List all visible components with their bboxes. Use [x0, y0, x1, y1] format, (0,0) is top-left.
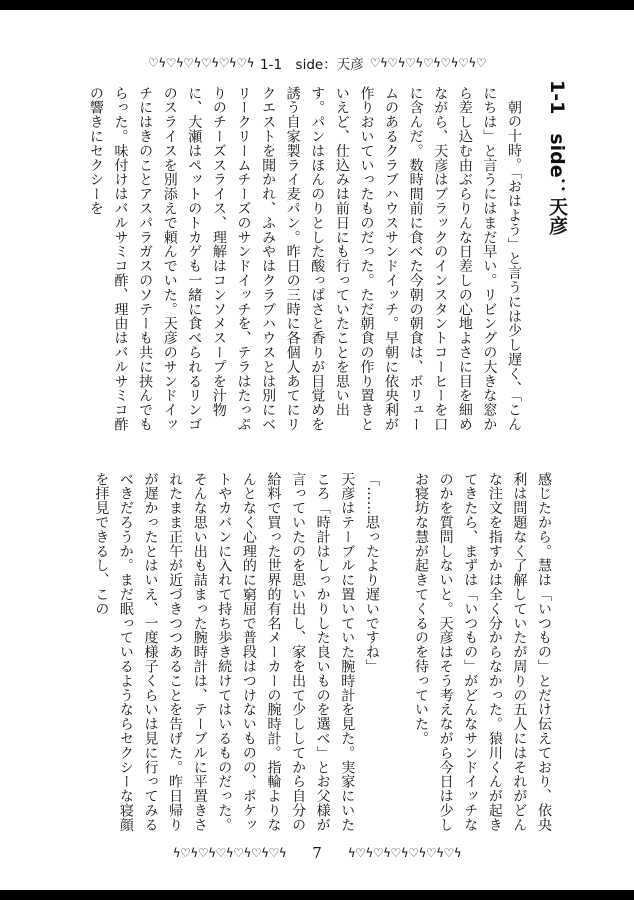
- top-border-bar: [0, 0, 634, 10]
- header-label: 1-1 side：天彦: [260, 57, 364, 73]
- dialogue-line: 「……思ったより遅いですね」: [363, 472, 380, 674]
- body-lower-column: [66, 472, 556, 834]
- footer-left-ornament: ϟ♡ϟ♡ϟ♡ϟ♡ϟ♡ϟ♡ϟ: [172, 846, 287, 860]
- header-right-ornament: ♡ϟ♡ϟ♡ϟ♡ϟ♡ϟ♡ϟ♡: [369, 56, 487, 70]
- chapter-title: 1-1 side：天彦: [546, 80, 568, 235]
- running-header: [72, 52, 562, 74]
- page-number: 7: [312, 844, 322, 862]
- bottom-border-bar: [0, 890, 634, 900]
- paragraph: 天彦はテーブルに置いていた腕時計を見た。実家にいたころ「時計はしっかりした良いものを選べ」とお父様が言っていたのを思い出し、家を出て少ししてから自分の給料で買った世界的有名メーカーの腕時計。指輪よりなんとなく心理的に窮屈で普段はつけないものの、ポケットやカバンに入れて持ち歩き続けてはいるものだった。そんな思い出も詰まった腕時計は、テーブルに平置きされたまま正午が近づきつつあることを告げた。昨日帰りが遅かったとはいえ、一度様子くらいは見に行ってみるべきだろうか。まだ眠っているようならセクシーな寝顔を拝見できるし、この: [93, 472, 356, 832]
- paragraph: 朝の十時。「おはよう」と言うには少し遅く、「こんにちは」と言うにはまだ早い。リビングの大きな窓から差し込む由ぶらりんな日差しの心地よさに目を細めながら、天彦はブラックのインスタントコーヒーを口に含んだ。数時間前に食べた今朝の朝食は、ボリュームのあるクラブハウスサンドイッチ。早朝に依央利が作りおいていったものだった。ただ朝食の作り置きといえど、仕込みは前日にも行っていたことを思い出す。パンはほんのりとした酸っぱさと香りが目覚めを誘う自家製ライ麦パン。昨日の三時に各個人あてにリクエストを聞かれ、ふみやはクラブハウスとは別にベリークリームチーズのサンドイッチを、テラはたっぷりのチーズスライス、理解はコンソメスープを汁物に、大瀬はペットのトカゲも一緒に食べられるリンゴのスライスを別添えで頼んでいた。天彦のサンドイッチにはきのことアスパラガスのソテーも共に挟んでもらった。味付けはバルサミコ酢、理由はバルサミコ酢の響きにセクシーを: [87, 86, 522, 432]
- blank-line: [384, 472, 409, 834]
- body-upper-column: [66, 86, 526, 441]
- page-footer: [72, 840, 562, 866]
- header-left-ornament: ♡ϟ♡ϟ♡ϟ♡ϟ♡ϟ♡ϟ: [147, 56, 254, 70]
- footer-right-ornament: ϟ♡ϟ♡ϟ♡ϟ♡ϟ♡ϟ♡ϟ: [347, 846, 462, 860]
- paragraph: 感じたから。慧は「いつもの」とだけ伝えており、依央利は問題なく了解していたが周りの五人にはそれがどんな注文を指すかは全く分からなかった。猿川くんが起きてきたら、まずは「いつもの」がどんなサンドイッチなのかを質問しないと。天彦はそう考えながら今日は少しお寝坊な慧が起きてくるのを待っていた。: [413, 472, 552, 832]
